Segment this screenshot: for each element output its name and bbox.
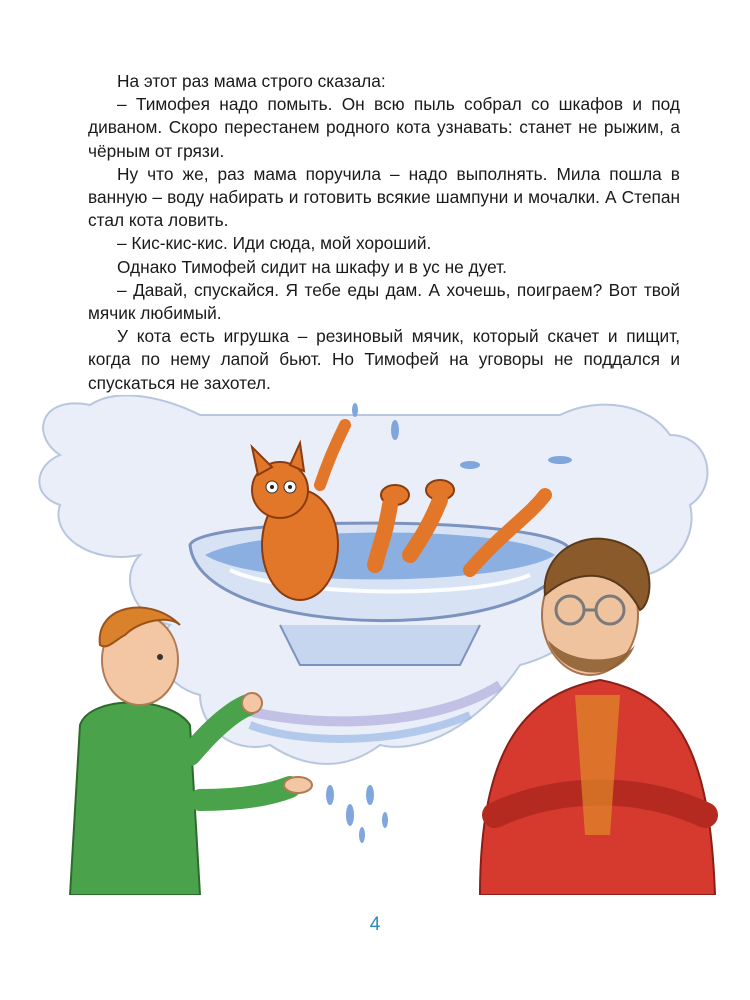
- paragraph: У кота есть игрушка – резиновый мячик, который скачет и пищит, когда по нему лапой бьют. Но Тимофей на уговоры не поддался и спускаться не захотел.: [88, 326, 680, 393]
- paragraph: – Давай, спускайся. Я тебе еды дам. А хочешь, поиграем? Вот твой мячик любимый.: [88, 279, 680, 324]
- paragraph: – Тимофея надо помыть. Он всю пыль собрал со шкафов и под диваном. Скоро перестанем родного кота узнавать: станет не рыжим, а чёрным от грязи.: [88, 94, 680, 161]
- paragraph: Однако Тимофей сидит на шкафу и в ус не дует.: [117, 256, 507, 277]
- paragraph: На этот раз мама строго сказала:: [117, 71, 386, 91]
- paragraph: Ну что же, раз мама поручила – надо выполнять. Мила пошла в ванную – воду набирать и готовить всякие шампуни и мочалки. А Степан стал кота ловить.: [88, 163, 680, 231]
- paragraph: – Кис-кис-кис. Иди сюда, мой хороший.: [117, 233, 432, 254]
- story-text: [88, 70, 680, 395]
- page-number: 4: [369, 914, 381, 935]
- illustration: [0, 395, 750, 895]
